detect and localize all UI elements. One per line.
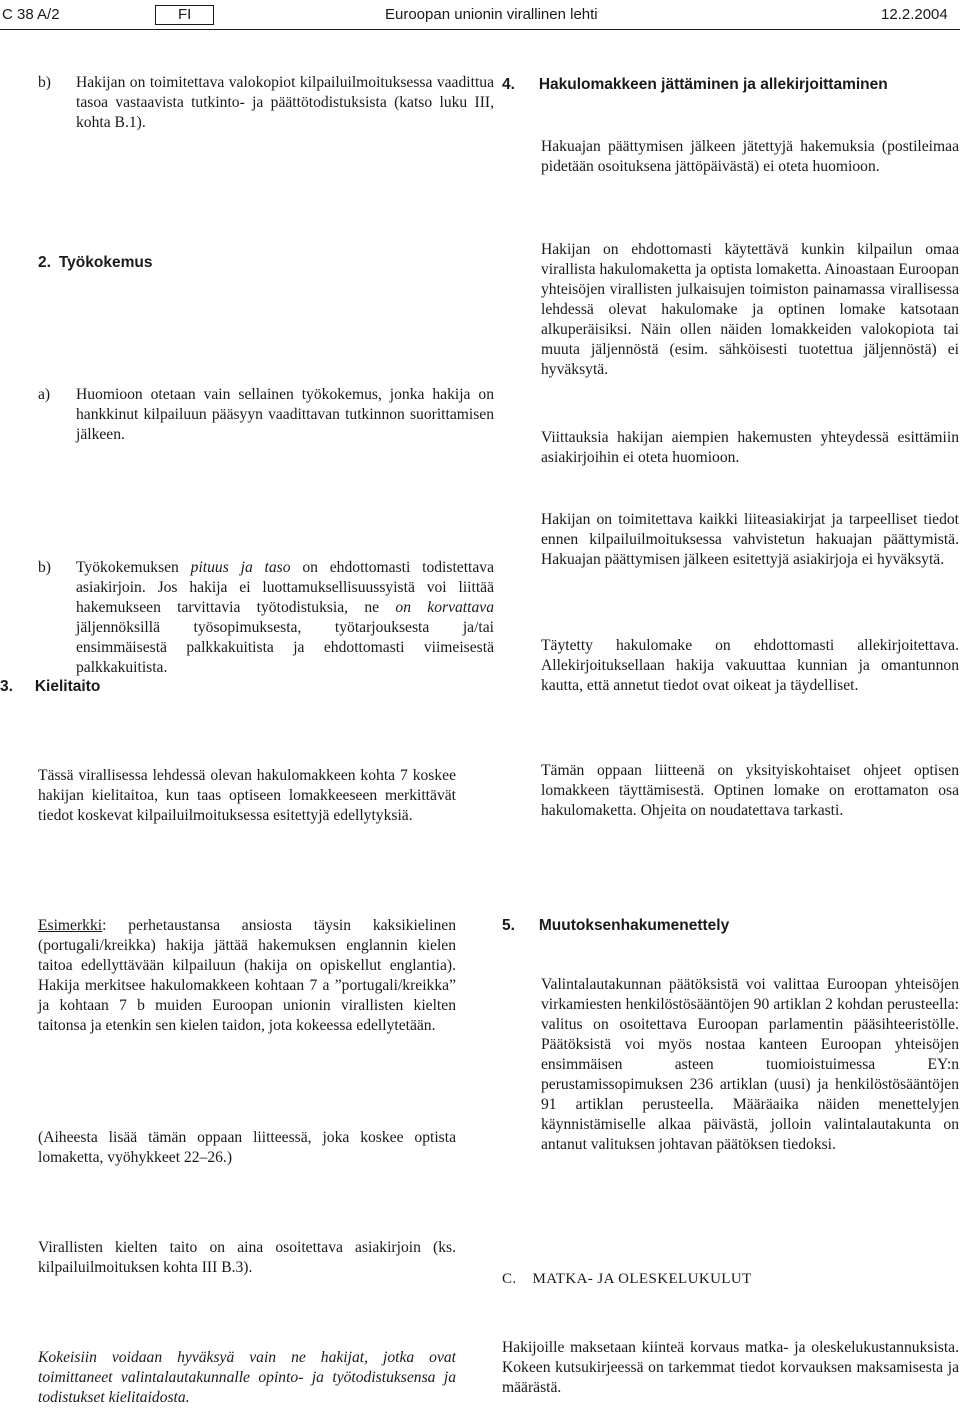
submission-paragraph-4: Hakijan on toimitettava kaikki liiteasiakirjat ja tarpeelliset tiedot ennen kilpailuilmoituksessa vahvistetun hakuajan päättymistä. Hakuajan päättymisen jälkeen esitettyjä asiakirjoja ei hyväksytä.	[541, 511, 959, 568]
publication-date: 12.2.2004	[881, 6, 948, 23]
section-number: 2.	[38, 254, 51, 271]
language-paragraph-4: Virallisten kielten taito on aina osoitettava asiakirjoin (ks. kilpailuilmoituksen kohta III B.3).	[38, 1239, 456, 1276]
item-text: Huomioon otetaan vain sellainen työkokemus, jonka hakija on hankkinut kilpailuun pääsyyn vaadittavan tutkinnon suorittamisen jälkeen.	[76, 386, 494, 443]
item-text-1: Työkokemuksen	[76, 559, 191, 576]
section-title: Kielitaito	[34, 678, 101, 695]
item-text: Hakijan on toimitettava valokopiot kilpailuilmoituksessa vaadittua tasoa vastaavista tutkinto- ja päättötodistuksista (katso luku III, kohta B.1).	[76, 74, 494, 131]
page-reference: C 38 A/2	[2, 6, 60, 23]
header-divider	[0, 29, 960, 30]
item-b-experience-proof	[38, 558, 494, 678]
submission-paragraph-6: Tämän oppaan liitteenä on yksityiskohtaiset ohjeet optisen lomakkeen täyttämisestä. Optinen lomake on erottamaton osa hakulomaketta. Ohjeita on noudatettava tarkasti.	[541, 762, 959, 819]
section-heading-appeal	[502, 916, 959, 936]
item-a-experience	[38, 385, 494, 445]
section-heading-language-skills	[0, 677, 456, 697]
example-label: Esimerkki	[38, 917, 103, 934]
submission-paragraph-3: Viittauksia hakijan aiempien hakemusten yhteydessä esittämiin asiakirjoihin ei oteta huomioon.	[541, 429, 959, 466]
section-number: C.	[502, 1271, 517, 1287]
section-title: MATKA- JA OLESKELUKULUT	[532, 1271, 752, 1287]
section-number: 3.	[0, 678, 13, 695]
section-title: Hakulomakkeen jättäminen ja allekirjoittaminen	[538, 76, 888, 93]
section-heading-work-experience	[38, 253, 456, 273]
item-b-photocopies	[38, 73, 494, 133]
language-paragraph-3: (Aiheesta lisää tämän oppaan liitteessä, joka koskee optista lomaketta, vyöhykkeet 22–26.)	[38, 1129, 456, 1166]
section-number: 4.	[502, 76, 515, 93]
item-label: a)	[38, 386, 51, 403]
language-paragraph-1: Tässä virallisessa lehdessä olevan hakulomakkeen kohta 7 koskee hakijan kielitaitoa, kun taas optiseen lomakkeeseen merkittävät tiedot koskevat kilpailuilmoituksessa esitettyjä edellytyksiä.	[38, 767, 456, 824]
item-label: b)	[38, 559, 51, 576]
item-text-italic-1: pituus ja taso	[190, 559, 291, 576]
language-paragraph-5: Kokeisiin voidaan hyväksyä vain ne hakijat, jotka ovat toimittaneet valintalautakunnalle opinto- ja työtodistuksensa ja todistukset kielitaidosta.	[38, 1349, 456, 1406]
appeal-paragraph: Valintalautakunnan päätöksistä voi valittaa Euroopan yhteisöjen virkamiesten henkilöstösääntöjen 90 artiklan 2 kohdan perusteella: valitus on osoitettava Euroopan parlamentin pääsihteeristölle. Päätöksistä voi myös nostaa kanteen Euroopan yhteisöjen ensimmäisen asteen tuomioistuimessa EY:n perustamissopimuksen 236 artiklan (uusi) ja henkilöstösääntöjen 91 artiklan perusteella. Määräaika näiden menettelyjen käynnistämiselle alkaa päivästä, jolloin valintalautakunta on antanut valituksen johtavan päätöksen tiedoksi.	[541, 976, 959, 1153]
item-text-italic-2: on korvattava	[395, 599, 494, 616]
item-text-2: on ehdottomasti todistettava asiakirjoin. Jos hakija ei luottamuksellisuussyistä voi liittää hakemukseen tarvittavia työtodistuksia, ne	[76, 559, 495, 616]
travel-costs-paragraph: Hakijoille maksetaan kiinteä korvaus matka- ja oleskelukustannuksista. Kokeen kutsukirjeessä on tarkemmat tiedot korvauksen maksamisesta ja määrästä.	[502, 1339, 959, 1396]
section-heading-submission	[502, 75, 959, 95]
submission-paragraph-1: Hakuajan päättymisen jälkeen jätettyjä hakemuksia (postileimaa pidetään osoituksena jättöpäivästä) ei oteta huomioon.	[541, 138, 959, 175]
country-code-box: FI	[155, 5, 214, 25]
journal-title: Euroopan unionin virallinen lehti	[385, 6, 598, 23]
example-paragraph	[38, 916, 456, 1036]
section-title: Muutoksenhakumenettely	[538, 917, 730, 934]
submission-paragraph-2: Hakijan on ehdottomasti käytettävä kunkin kilpailun omaa virallista hakulomaketta ja optista lomaketta. Ainoastaan Euroopan yhteisöjen virallisten julkaisujen toimiston painamassa virallisessa lehdessä olevat hakulomake ja optinen lomake katsotaan alkuperäisiksi. Näin ollen näiden lomakkeiden valokopiota tai muuta jäljennöstä (esim. sähköisesti tuotettua jäljennöstä) ei hyväksytä.	[541, 241, 959, 378]
section-heading-travel-costs	[502, 1269, 959, 1289]
section-title: Työkokemus	[58, 254, 153, 271]
item-text-3: jäljennöksillä työsopimuksesta, työtarjouksesta ja/tai ensimmäisestä palkkakuitista ja ehdottomasti viimeisestä palkkakuitista.	[76, 619, 494, 676]
submission-paragraph-5: Täytetty hakulomake on ehdottomasti allekirjoitettava. Allekirjoituksellaan hakija vakuuttaa kunnian ja omantunnon kautta, että annetut tiedot ovat oikeat ja täydelliset.	[541, 637, 959, 694]
section-number: 5.	[502, 917, 515, 934]
example-text: : perhetaustansa ansiosta täysin kaksikielinen (portugali/kreikka) hakija jättää hakemuksen englannin kielen taitoa edellyttävään kilpailuun (hakija on opiskellut englantia). Hakija merkitsee hakulomakkeen kohtaan 7 a ”portugali/kreikka” ja kohtaan 7 b muiden Euroopan unionin virallisten kielten taitonsa ja etenkin sen kielen taidon, jota kokeessa edellytetään.	[38, 917, 456, 1034]
page-header	[2, 6, 960, 28]
item-label: b)	[38, 74, 51, 91]
